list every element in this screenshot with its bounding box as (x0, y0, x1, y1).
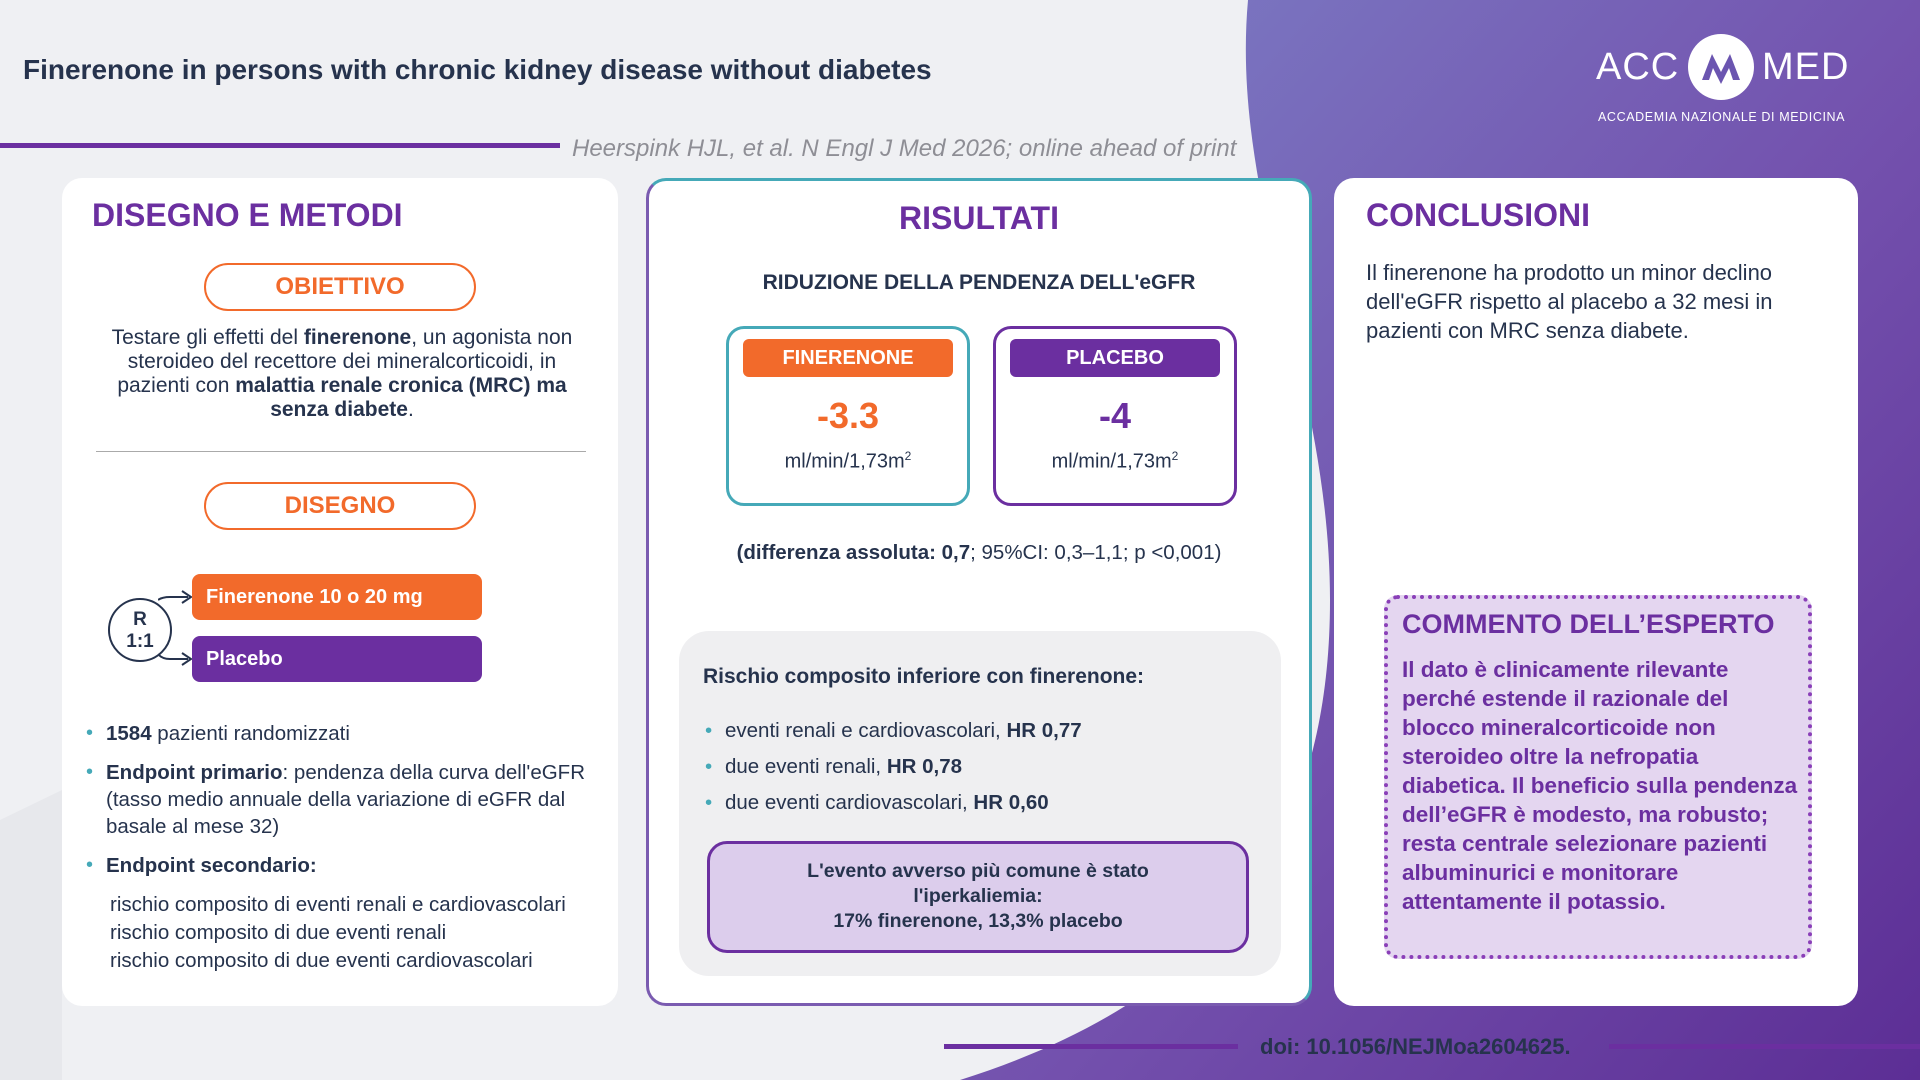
doi-text: doi: 10.1056/NEJMoa2604625. (1260, 1034, 1571, 1059)
objective-text-part: , un agonista non steroideo del recettore dei mineralcorticoidi, in pazienti con (117, 326, 573, 397)
results-card (646, 178, 1312, 1006)
egfr-subtitle: RIDUZIONE DELLA PENDENZA DELL'eGFR (762, 271, 1196, 294)
unit-superscript: 2 (1171, 449, 1179, 463)
logo-subtitle: ACCADEMIA NAZIONALE DI MEDICINA (1598, 110, 1846, 124)
adverse-line: l'iperkaliemia: (913, 885, 1043, 907)
logo-mark-icon (1688, 34, 1754, 100)
objective-text (92, 326, 592, 422)
risk-text: eventi renali e cardiovascolari, (725, 719, 1007, 742)
difference-ci: ; 95%CI: 0,3–1,1; p <0,001) (970, 541, 1222, 564)
finerenone-result-box (726, 326, 970, 506)
list-item (84, 852, 604, 879)
absolute-difference (649, 541, 1309, 565)
composite-risk-list (703, 713, 1082, 821)
risk-text: due eventi cardiovascolari, (725, 791, 974, 814)
secondary-endpoint-list (84, 891, 604, 975)
objective-pill: OBIETTIVO (204, 263, 476, 311)
composite-risk-box (679, 631, 1281, 976)
methods-title: DISEGNO E METODI (92, 197, 403, 233)
expert-comment-box (1384, 595, 1812, 959)
list-item (703, 749, 1082, 785)
section-divider (96, 451, 586, 452)
logo-text-med: MED (1762, 46, 1850, 88)
difference-bold: differenza assoluta: 0,7 (743, 541, 971, 564)
adverse-event-box (707, 841, 1249, 953)
footer-line (944, 1044, 1238, 1049)
difference-paren: ( (736, 541, 744, 564)
adverse-line: L'evento avverso più comune è stato (807, 860, 1149, 882)
risk-hr: HR 0,78 (886, 755, 963, 778)
primary-endpoint-label: Endpoint primario (106, 761, 283, 784)
finerenone-unit (729, 449, 967, 474)
risk-hr: HR 0,77 (1006, 719, 1082, 742)
methods-card (62, 178, 618, 1006)
conclusions-text: Il finerenone ha prodotto un minor declino dell'eGFR rispetto al placebo a 32 mesi in pazienti con MRC senza diabete. (1366, 260, 1773, 343)
secondary-item: rischio composito di eventi renali e cardiovascolari (110, 893, 566, 916)
primary-endpoint-text: : pendenza della curva dell'eGFR (tasso medio annuale della variazione di eGFR dal basale al mese 32) (106, 761, 586, 838)
risk-text: due eventi renali, (725, 755, 887, 778)
unit-text: ml/min/1,73m (1051, 450, 1172, 473)
logo-text-acc: ACC (1596, 46, 1680, 88)
arm-placebo: Placebo (192, 636, 482, 682)
expert-comment-text: Il dato è clinicamente rilevante perché estende il razionale del blocco mineralcorticoide non steroideo oltre la nefropatia diabetica. Il beneficio sulla pendenza dell’eGFR è modesto, ma robusto; resta centrale selezionare pazienti albuminurici e monitorare attentamente il potassio. (1402, 657, 1798, 914)
placebo-unit (996, 449, 1234, 474)
placebo-result-box (993, 326, 1237, 506)
randomization-label: R (133, 609, 147, 630)
finerenone-value: -3.3 (816, 395, 880, 436)
list-item (703, 713, 1082, 749)
unit-superscript: 2 (904, 449, 912, 463)
conclusions-card (1334, 178, 1858, 1006)
finerenone-label: FINERENONE (743, 339, 953, 377)
methods-bullets (84, 720, 604, 975)
expert-comment-title: COMMENTO DELL’ESPERTO (1402, 609, 1775, 639)
patient-count: 1584 (106, 722, 152, 745)
objective-text-part: . (407, 398, 414, 421)
adverse-line: 17% finerenone, 13,3% placebo (833, 910, 1123, 932)
footer-line (1609, 1044, 1920, 1049)
acc-med-logo (1596, 32, 1856, 128)
composite-risk-title: Rischio composito inferiore con finerenone: (703, 665, 1145, 688)
secondary-item: rischio composito di due eventi cardiovascolari (110, 949, 533, 972)
placebo-label: PLACEBO (1010, 339, 1220, 377)
placebo-value: -4 (1098, 395, 1131, 436)
page-title: Finerenone in persons with chronic kidney disease without diabetes (23, 54, 932, 85)
list-item (84, 720, 604, 747)
list-item (703, 785, 1082, 821)
secondary-endpoint-label: Endpoint secondario: (106, 854, 317, 877)
risk-hr: HR 0,60 (973, 791, 1049, 814)
results-title: RISULTATI (899, 200, 1059, 236)
reference-citation: Heerspink HJL, et al. N Engl J Med 2026; online ahead of print (572, 135, 1237, 162)
design-pill: DISEGNO (204, 482, 476, 530)
objective-population: malattia renale cronica (MRC) ma senza diabete (235, 374, 567, 421)
arm-finerenone: Finerenone 10 o 20 mg (192, 574, 482, 620)
title-underline (0, 143, 560, 148)
objective-text-part: Testare gli effetti del (111, 326, 304, 349)
list-item (84, 759, 604, 840)
unit-text: ml/min/1,73m (784, 450, 905, 473)
secondary-item: rischio composito di due eventi renali (110, 921, 447, 944)
objective-drug: finerenone (303, 326, 412, 349)
randomization-ratio: 1:1 (126, 631, 154, 652)
patient-text: pazienti randomizzati (151, 722, 350, 745)
conclusions-title: CONCLUSIONI (1366, 197, 1590, 233)
